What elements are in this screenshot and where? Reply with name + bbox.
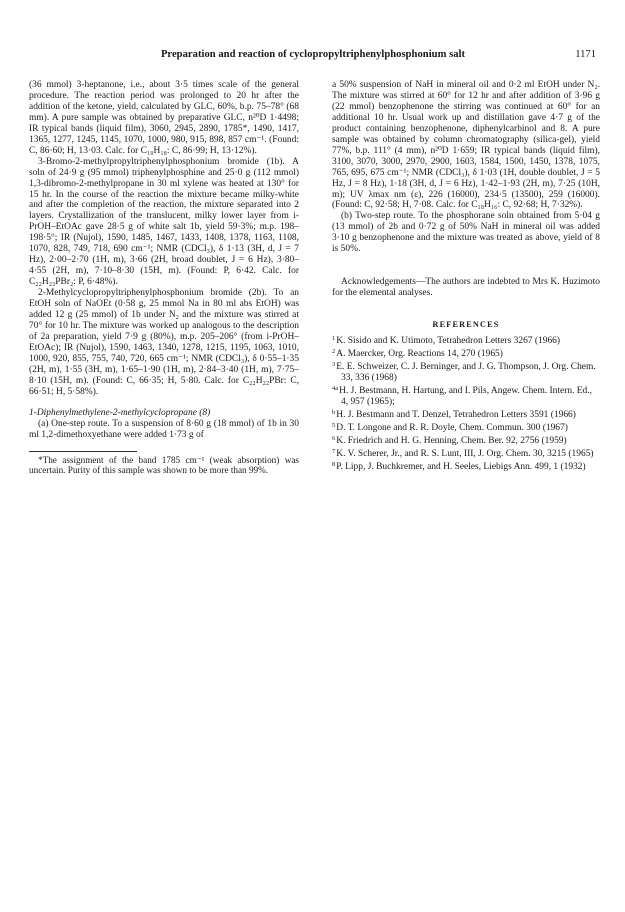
running-header <box>30 49 596 65</box>
reference-text: H. J. Bestmann, H. Hartung, and I. Pils, Angew. Chem. Intern. Ed., 4, 957 (1965); <box>339 385 592 407</box>
reference-item <box>332 347 600 360</box>
reference-item <box>332 360 600 384</box>
paragraph-heptanone-continuation: (36 mmol) 3-heptanone, i.e., about 3·5 times scale of the general procedure. The reaction period was prolonged to 20 hr after the addition of the ketone, yield, calculated by GLC, 60%, b.p. 75–78° (68 mm). A pure sample was obtained by preparative GLC, n²⁰D 1·4498; IR typical bands (liquid film), 3060, 2945, 2890, 1785*, 1490, 1417, 1365, 1277, 1245, 1145, 1070, 1000, 980, 915, 898, 857 cm⁻¹. (Found: C, 86·60; H, 13·03. Calc. for C₁₀H₁₈: C, 86·99; H, 13·12%). <box>29 80 299 156</box>
reference-item <box>332 434 600 447</box>
reference-text: H. J. Bestmann and T. Denzel, Tetrahedron Letters 3591 (1966) <box>336 409 576 420</box>
reference-text: A. Maercker, Org. Reactions 14, 270 (1965) <box>336 349 503 360</box>
reference-item <box>332 408 600 421</box>
paragraph-one-step-route: (a) One-step route. To a suspension of 8·60 g (18 mmol) of 1b in 30 ml 1,2-dimethoxyethane were added 1·73 g of <box>29 418 299 440</box>
paragraph-one-step-continuation: a 50% suspension of NaH in mineral oil and 0·2 ml EtOH under N₂. The mixture was stirred at 60° for 12 hr and after addition of 3·96 g (22 mmol) benzophenone the stirring was continued at 60° for an additional 10 hr. Usual work up and distillation gave 4·7 g of the product containing benzophenone, diphenylcarbinol and 8. A pure sample was obtained by column chromatography (silica-gel), yield 77%, b.p. 111° (4 mm), n²⁰D 1·659; IR typical bands (liquid film), 3100, 3070, 3000, 2970, 2900, 1603, 1584, 1500, 1450, 1378, 1075, 765, 695, 675 cm⁻¹; NMR (CDCl₃), δ 1·03 (1H, double doublet, J = 5 Hz, J = 8 Hz), 1·18 (3H, d, J = 6 Hz), 1·42–1·93 (2H, m), 7·25 (10H, m); UV λmax nm (ε), 226 (16000), 234·5 (13500), 259 (16000). (Found: C, 92·58; H, 7·08. Calc. for C₁₈H₁₆: C, 92·68; H, 7·32%). <box>332 80 600 211</box>
left-column <box>29 80 299 476</box>
page-number: 1171 <box>575 49 596 60</box>
footnote: *The assignment of the band 1785 cm⁻¹ (weak absorption) was uncertain. Purity of this sample was shown to be more than 99%. <box>29 454 299 476</box>
section-heading-compound-8: 1-Diphenylmethylene-2-methylcyclopropane (8) <box>29 407 211 418</box>
references-heading: REFERENCES <box>432 320 500 330</box>
reference-item <box>332 460 600 473</box>
right-column <box>332 80 600 473</box>
paragraph-two-step-route: (b) Two-step route. To the phosphorane soln obtained from 5·04 g (13 mmol) of 2b and 0·72 g of 50% NaH in mineral oil was added 3·10 g benzophenone and the mixture was treated as above, yield of 8 is 50%. <box>332 211 600 255</box>
reference-item <box>332 334 600 347</box>
reference-list <box>332 334 600 472</box>
acknowledgements: Acknowledgements—The authors are indebted to Mrs K. Huzimoto for the elemental analyses. <box>332 277 600 299</box>
reference-number: 3 <box>332 361 336 369</box>
reference-number: 7 <box>332 447 336 455</box>
reference-item <box>332 421 600 434</box>
footnote-divider <box>29 451 137 452</box>
reference-item <box>332 384 600 408</box>
reference-text: K. Friedrich and H. G. Henning, Chem. Ber. 92, 2756 (1959) <box>336 435 567 446</box>
reference-number: 1 <box>332 335 336 343</box>
reference-text: P. Lipp, J. Buchkremer, and H. Seeles, Liebigs Ann. 499, 1 (1932) <box>336 461 586 472</box>
reference-number: b <box>332 408 336 416</box>
paragraph-compound-2b: 2-Methylcyclopropyltriphenylphosphonium bromide (2b). To an EtOH soln of NaOEt (0·58 g, 25 mmol Na in 80 ml abs EtOH) was added 12 g (25 mmol) of 1b under N₂ and the mixture was stirred at 70° for 10 hr. The mixture was worked up analogous to the description of 2a preparation, yield 7·9 g (80%), m.p. 205–206° (from i-PrOH–EtOAc); IR (Nujol), 1590, 1463, 1340, 1278, 1215, 1195, 1063, 1010, 1000, 920, 855, 755, 740, 720, 665 cm⁻¹; NMR (CDCl₃), δ 0·55–1·35 (2H, m), 1·55 (3H, m), 1·65–1·90 (1H, m), 2·84–3·40 (1H, m), 7·75–8·10 (15H, m). (Found: C, 66·35; H, 5·80. Calc. for C₂₂H₂₂PBr: C, 66·51; H, 5·58%). <box>29 288 299 397</box>
reference-text: K. V. Scherer, Jr., and R. S. Lunt, III, J. Org. Chem. 30, 3215 (1965) <box>336 448 594 459</box>
paragraph-compound-1b: 3-Bromo-2-methylpropyltriphenylphosphonium bromide (1b). A soln of 24·9 g (95 mmol) triphenylphosphine and 25·0 g (112 mmol) 1,3-dibromo-2-methylpropane in 30 ml xylene was heated at 130° for 15 hr. In the course of the reaction the mixture became milky-white and after the completion of the reaction, the mixture separated into 2 layers. Crystallization of the translucent, milky lower layer from i-PrOH–EtOAc gave 28·5 g of white salt 1b, yield 59·3%; m.p. 198–198·5°; IR (Nujol), 1590, 1485, 1467, 1433, 1408, 1378, 1163, 1108, 1070, 828, 749, 718, 690 cm⁻¹; NMR (CDCl₃), δ 1·13 (3H, d, J = 7 Hz), 2·00–2·70 (1H, m), 3·66 (2H, broad doublet, J = 6 Hz), 3·80–4·55 (2H, m), 7·10–8·30 (15H, m). (Found: P, 6·42. Calc. for C₂₂H₂₃PBr₂: P, 6·48%). <box>29 156 299 288</box>
running-title: Preparation and reaction of cyclopropyltriphenylphosphonium salt <box>160 49 466 60</box>
reference-text: D. T. Longone and R. R. Doyle, Chem. Commun. 300 (1967) <box>336 422 568 433</box>
reference-number: 6 <box>332 434 336 442</box>
reference-number: 8 <box>332 460 336 468</box>
reference-item <box>332 447 600 460</box>
reference-number: 2 <box>332 348 336 356</box>
reference-text: K. Sisido and K. Utimoto, Tetrahedron Letters 3267 (1966) <box>336 336 561 347</box>
reference-number: 4a <box>332 384 339 392</box>
reference-text: E. E. Schweizer, C. J. Berninger, and J. G. Thompson, J. Org. Chem. 33, 336 (1968) <box>336 362 596 383</box>
reference-number: 5 <box>332 421 336 429</box>
